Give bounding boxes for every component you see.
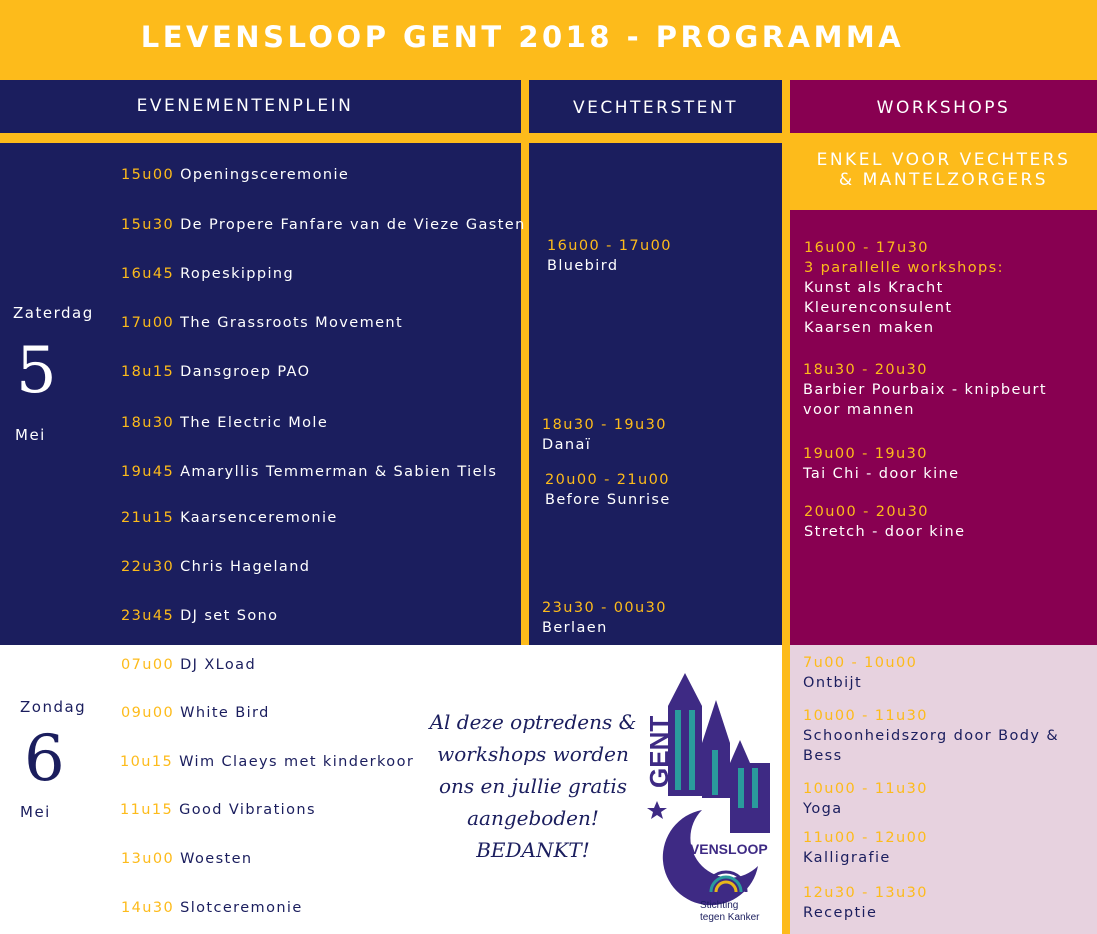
event-name: Berlaen — [542, 620, 608, 636]
list-item — [542, 598, 667, 638]
event-time: 09u00 — [121, 705, 175, 721]
list-item — [121, 608, 278, 624]
event-time: 11u15 — [120, 802, 174, 818]
event-name: Amaryllis Temmerman & Sabien Tiels — [180, 464, 498, 480]
header-workshops-label: WORKSHOPS — [876, 98, 1011, 118]
header-workshops — [790, 80, 1097, 133]
event-name: Wim Claeys met kinderkoor — [179, 754, 415, 770]
event-time: 19u45 — [121, 464, 175, 480]
workshop-time: 10u00 - 11u30 — [803, 708, 928, 724]
list-item — [121, 415, 328, 431]
levensloop-logo — [640, 668, 780, 928]
event-name: Openingsceremonie — [180, 167, 350, 183]
workshop-name: Barbier Pourbaix - knipbeurt — [803, 382, 1047, 398]
event-time: 13u00 — [121, 851, 175, 867]
workshop-name: Stretch - door kine — [804, 524, 966, 540]
list-item — [542, 415, 667, 455]
event-name: Danaï — [542, 437, 592, 453]
logo-name-text: LEVENSLOOP — [672, 841, 768, 857]
event-name: The Electric Mole — [180, 415, 329, 431]
event-name: Chris Hageland — [180, 559, 311, 575]
event-name: DJ set Sono — [180, 608, 279, 624]
list-item — [121, 464, 497, 480]
note-line: aangeboden! — [467, 806, 599, 830]
castle-logo-icon — [640, 668, 780, 928]
workshop-time: 11u00 - 12u00 — [803, 830, 928, 846]
sunday-day-number: 6 — [24, 722, 65, 796]
workshop-time: 19u00 - 19u30 — [803, 446, 928, 462]
event-name: Kaarsenceremonie — [180, 510, 338, 526]
workshop-name: Schoonheidszorg door Body & — [803, 728, 1060, 744]
workshop-name: Kleurenconsulent — [804, 300, 953, 316]
list-item — [121, 657, 256, 673]
workshop-name: Ontbijt — [803, 675, 863, 691]
event-time: 14u30 — [121, 900, 175, 916]
list-item — [803, 883, 928, 923]
event-time: 15u00 — [121, 167, 175, 183]
workshop-time: 10u00 - 11u30 — [803, 781, 928, 797]
list-item — [121, 705, 270, 721]
event-name: The Grassroots Movement — [180, 315, 404, 331]
list-item — [121, 217, 526, 233]
sunday-day-label: Zondag — [20, 698, 87, 716]
list-item — [804, 238, 1004, 338]
event-time: 23u30 - 00u30 — [542, 600, 667, 616]
event-name: Bluebird — [547, 258, 619, 274]
note-line: workshops worden — [437, 742, 629, 766]
note-line: BEDANKT! — [476, 838, 590, 862]
event-name: De Propere Fanfare van de Vieze Gasten — [180, 217, 526, 233]
workshop-time: 18u30 - 20u30 — [803, 362, 928, 378]
event-time: 21u15 — [121, 510, 175, 526]
workshops-subheader-line-1: ENKEL VOOR VECHTERS — [816, 150, 1071, 170]
list-item — [121, 364, 310, 380]
event-name: Slotceremonie — [180, 900, 303, 916]
event-time: 16u45 — [121, 266, 175, 282]
workshop-time: 20u00 - 20u30 — [804, 504, 929, 520]
saturday-day-label: Zaterdag — [13, 304, 94, 322]
event-time: 17u00 — [121, 315, 175, 331]
logo-gent-text: GENT — [644, 715, 674, 788]
list-item — [545, 470, 671, 510]
event-name: Ropeskipping — [180, 266, 295, 282]
list-item — [803, 828, 928, 868]
note-line: ons en jullie gratis — [438, 774, 628, 798]
event-name: Woesten — [180, 851, 253, 867]
saturday-month-label: Mei — [15, 426, 46, 444]
event-name: DJ XLoad — [180, 657, 257, 673]
event-time: 07u00 — [121, 657, 175, 673]
workshop-name: voor mannen — [803, 402, 915, 418]
saturday-tent-panel — [529, 143, 782, 645]
workshop-time: 16u00 - 17u30 — [804, 240, 929, 256]
page-title: LEVENSLOOP GENT 2018 - PROGRAMMA — [140, 20, 905, 54]
event-name: White Bird — [180, 705, 270, 721]
list-item — [121, 900, 303, 916]
list-item — [803, 653, 917, 693]
event-time: 22u30 — [121, 559, 175, 575]
note-line: Al deze optredens & — [429, 710, 637, 734]
workshop-name: Receptie — [803, 905, 878, 921]
list-item — [120, 802, 316, 818]
workshops-subheader — [790, 150, 1097, 190]
list-item — [121, 510, 338, 526]
list-item — [121, 559, 310, 575]
list-item — [121, 851, 253, 867]
event-name: Before Sunrise — [545, 492, 671, 508]
event-name: Dansgroep PAO — [180, 364, 311, 380]
list-item — [547, 236, 672, 276]
list-item — [121, 167, 349, 183]
workshop-name: Bess — [803, 748, 843, 764]
workshops-subheader-line-2: & MANTELZORGERS — [838, 170, 1049, 190]
header-vechterstent-label: VECHTERSTENT — [573, 98, 738, 118]
event-time: 18u30 - 19u30 — [542, 417, 667, 433]
list-item — [803, 360, 1047, 420]
workshop-subtitle: 3 parallelle workshops: — [804, 260, 1004, 276]
list-item — [121, 266, 294, 282]
list-item — [804, 502, 965, 542]
workshop-name: Kalligrafie — [803, 850, 891, 866]
event-time: 18u30 — [121, 415, 175, 431]
logo-org-line-1: Stichting — [700, 900, 739, 911]
list-item — [121, 315, 403, 331]
list-item — [803, 779, 928, 819]
workshop-time: 7u00 - 10u00 — [803, 655, 918, 671]
event-time: 15u30 — [121, 217, 175, 233]
header-vechterstent — [529, 80, 782, 133]
event-time: 10u15 — [120, 754, 174, 770]
logo-org-line-2: tegen Kanker — [700, 912, 760, 923]
sunday-month-label: Mei — [20, 803, 51, 821]
list-item — [803, 444, 959, 484]
header-evenementenplein — [0, 80, 521, 133]
header-evenementenplein-label: EVENEMENTENPLEIN — [136, 96, 354, 116]
event-time: 16u00 - 17u00 — [547, 238, 672, 254]
workshop-name: Kaarsen maken — [804, 320, 935, 336]
workshop-name: Tai Chi - door kine — [803, 466, 960, 482]
saturday-day-number: 5 — [16, 334, 57, 408]
workshop-time: 12u30 - 13u30 — [803, 885, 928, 901]
event-name: Good Vibrations — [179, 802, 316, 818]
event-time: 18u15 — [121, 364, 175, 380]
list-item — [120, 754, 414, 770]
thank-you-note — [428, 706, 638, 866]
list-item — [803, 706, 1059, 766]
event-time: 20u00 - 21u00 — [545, 472, 670, 488]
event-time: 23u45 — [121, 608, 175, 624]
workshop-name: Kunst als Kracht — [804, 280, 944, 296]
workshop-name: Yoga — [803, 801, 843, 817]
